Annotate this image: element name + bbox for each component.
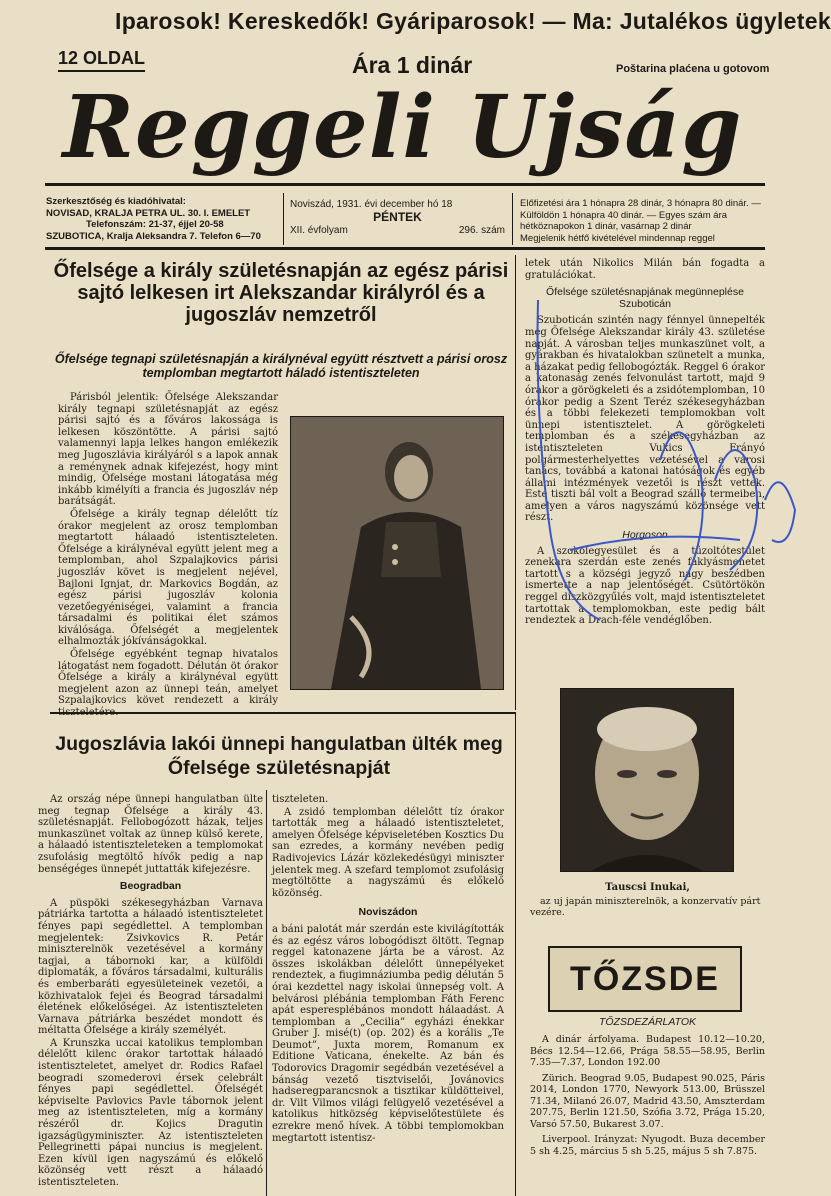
weekday: PÉNTEK [373,210,422,224]
article2-column-2 [272,794,504,1196]
page-count: 12 OLDAL [58,48,145,72]
article1-subheadline: Őfelsége tegnapi születésnapján a királynéval együtt résztvett a párisi orosz templomban megtartott háladó istentiszteleten [54,352,508,380]
king-portrait-icon [291,417,503,689]
masthead-rule [45,183,765,186]
photo-caption-name: Tauscsi Inukai, [605,882,690,893]
publication-note: Megjelenik hétfő kivételével mindennap reggel [520,232,715,244]
article1-paragraph: Párisból jelentik: Őfelsége Alekszandar király tegnapi születésnapját az egész párisi sajtó és a főváros lakossága is lelkesen köszöntötte. A párisi sajtó valamennyi lapja lelkes hangon emlékezik meg Jugoszlávia királyáról s a lapok annak a reménynek adnak kifejezést, hogy mint mindig, Őfelsége mostani látogatása még inkább kimélyíti a francia és jugoszláv nép barátságát. [58,392,278,508]
article2-headline: Jugoszlávia lakói ünnepi hangulatban ülték meg Őfelsége születésnapját [55,733,503,779]
article1-headline: Őfelsége a király születésnapján az egész párisi sajtó lelkesen irt Alekszandar királyról és a jugoszláv nemzetről [53,260,509,326]
date: Noviszád, 1931. évi december hó 18 [290,199,453,210]
right-column-paragraph: A szokolegyesület és a tűzoltótestület zenekara szerdán este zenés fáklyásmenetet tartott s a községi jegyző nagy beszédben ismertette a nap jelentőségét. Csütörtökön reggel diszközgyűlés volt, majd istentiszteletet tartottak a templomokban, este pedig bált rendeztek a Drach-féle vendéglőben. [525,545,765,627]
photo-caption: az uj japán miniszterelnök, a konzervatív párt vezére. [530,896,761,918]
masthead: Reggeli Ujság [62,77,743,178]
article2-paragraph: A püspöki székesegyházban Varnava pátriárka tartotta a hálaadó istentiszteletet fényes papi segédlettel. A templomban megjelentek: Zsivkovics R. Petár miniszterelnök vezetésével a kormány tagjai, a tábornoki kar, a külföldi diplomaták, a főváros társadalmi, kulturális és emberbaráti egyesületeinek vezetői, a közhivatalok fejei és Beograd társadalmi életének előkelőségei. Az istentiszteleten Varnava pátriárka beszédet mondott és méltatta Őfelsége a király személyét. [38,897,263,1037]
right-column-paragraph: Szuboticán szintén nagy fénnyel ünnepelték meg Őfelsége Alekszandar király 43. születése napját. A városban teljes munkaszünet volt, a gyárakban és hivatalokban szünetelt a munka, a házakat pedig fellobogózták. Reggel 6 órakor a katonaság zenés felvonulást tartott, majd 9 órakor a görögkeleti és a zsidótemplomban, 10 órakor pedig a Szent Teréz székesegyházban és a többi felekezeti templomokban volt ünnepi istentisztelet. A görögkeleti templomban és a székesegyházban az istentiszteleten Vukics Frányó polgármesterhelyettes vezetésével a városi tanács, továbbá a katonai hatóságok és egyéb állami intézmények vezetői is részt vettek. Este tiszti bál volt a Beograd szálló termeiben, amelyen a város nagyszámú közönsége vett részt. [525,315,765,524]
inukai-photo [560,688,734,872]
king-photo [290,416,504,690]
bourse-logo [548,946,742,1012]
bourse-paragraph: Liverpool. Irányzat: Nyugodt. Buza december 5 sh 4.25, március 5 sh 5.25, május 5 sh 7.875. [530,1134,765,1157]
price: Ára 1 dinár [352,52,473,78]
right-column-subhead-2: Horgoson [622,529,668,542]
article2-subhead-noviszad: Noviszádon [358,906,418,919]
article2-paragraph: tiszteleten. [272,794,329,805]
bourse-body [530,1034,765,1196]
article2-rule [50,712,515,714]
divider [512,193,513,245]
subscription-prices: Előfizetési ára 1 hónapra 28 dinár, 3 hónapra 80 dinár. — Külföldön 1 hónapra 40 dinár. — Egyes szám ára hétköznapokon 1 dinár, vasárnap 2 dinár [520,198,761,232]
divider [283,193,284,245]
bourse-paragraph: Zürich. Beograd 9.05, Budapest 90.025, Páris 2014, London 1770, Newyork 513.00, Brüsszel 71.34, Milanó 26.07, Madrid 43.50, Amszterdam 207.75, Berlin 121.50, Szófia 3.72, Prága 15.20, Varsó 57.50, Bukarest 3.07. [530,1072,765,1130]
article1-paragraph: Őfelsége a király tegnap délelőtt tíz órakor megjelent az orosz templomban megtartott hálaadó istentiszteleten. Őfelsége a királynéval együtt jelent meg a templomban, ahol Szpalajkovics párisi jugoszláv követ is megjelent nejével, Bajloni Ignjat, dr. Markovics Bogdán, az egész párisi jugoszláv kolonia vezetőegyéniségei, valamint a francia társadalmi és politikai élet számos kiválósága. Őfelségét a megjelentek elhalmozták jókívánságokkal. [58,508,278,648]
editorial-info [46,196,286,242]
article1-paragraph: Őfelsége egyébként tegnap hivatalos látogatást nem fogadott. Délután öt órakor Őfelsége a király a királynéval együtt megjelent azon az ünnepi teán, amelyet Szpalajkovics követ rendezett a király [58,649,278,707]
date-block [290,198,505,237]
subotica-address: SZUBOTICA, Kralja Aleksandra 7. Telefon 6—70 [46,230,261,242]
article2-column-1 [38,794,263,1196]
inukai-portrait-icon [561,689,733,871]
bourse-paragraph: A dinár árfolyama. Budapest 10.12—10.20, Bécs 12.54—12.66, Prága 58.55—58.95, Berlin 7.35—7.37, London 192.00 [530,1034,765,1068]
article2-subhead-beograd: Beogradban [119,880,182,893]
right-column-paragraph: letek után Nikolics Milán bán fogadta a gratulációkat. [525,258,765,281]
bourse-logo-text: TŐZSDE [570,959,720,998]
bourse-title: TŐZSDEZÁRLATOK [598,1016,697,1028]
column-divider [266,790,267,1196]
editorial-address: NOVISAD, KRALJA PETRA UL. 30. I. EMELET [46,207,251,219]
article2-paragraph: Az ország népe ünnepi hangulatban ülte meg tegnap Őfelsége a király 43. születésnapját. Fellobogózott házak, teljes munkaszünet voltak az ünnep külső kerete, a hálaadó istentiszteleteken a templomokat zsufolásig megtöltő hívők pedig a nap benségéges ünnepét juttatták kifejezésre. [38,794,263,875]
postage-note: Poštarina plaćena u gotovom [616,63,770,75]
volume: XII. évfolyam [290,225,348,236]
article2-paragraph: A Krunszka uccai katolikus templomban délelőtt kilenc órakor tartottak hálaadó istentiszteletet, amelyet dr. Rodics Rafael beogradi szomederovi érsek celebrált fényes papi segédlettel. Őfelségét képviselte Pavlovics Pavle tábornok jelent meg az istentiszteleten, míg a kormány részéről dr. Kojics Dragutin igazságügyminiszter. Az istentiszteleten Pellegrinetti pápai nuncius is megjelent. Ezen kívül igen nagyszámú és előkelő közönség vett részt a hálaadó istentiszteleten. [38,1037,263,1188]
right-column-subhead: Őfelsége születésnapjának megünneplése Szuboticán [546,286,744,310]
subscription-block [520,198,765,244]
top-banner: Iparosok! Kereskedők! Gyáriparosok! — Ma: Jutalékos ügyletek [115,8,831,34]
article1-body [58,392,278,707]
article2-paragraph: a báni palotát már szerdán este kivilágították és az egész város lobogódiszt öltött. Tegnap reggel katonazene járta be a várost. Az összes iskolákban délelőtt ünnepélyeket rendeztek, a fiugimnáziumba pedig délután 5 órai kezdettel nagy iskolai ünnepség volt. A belvárosi plébánia templomban Fáth Ferenc apát esperesplébános mondott hálaadást. A templomban a „Cecilia” egyházi énekkar Gruber J. misé(t) (op. 202) és a korális „Te Deumot”, Juxta morem, Romanum ex Editione Vaticana, énekelte. Az bán és Todorovics Dragomir segédbán vezetésével a bánság vezető tisztviselői, Jovánovics hadseregparancsnok a tisztikar küldötteivel, dr. Vilt Vilmos világi felügyelő vezetésével a katolikus hitközség képviselőtestülete és ezrekre menő hívek. A többi templomokban megtartott istentisz- [272,923,504,1144]
column-divider [515,712,516,1196]
handwritten-pen-marks-icon [510,300,800,630]
editorial-phone: Telefonszám: 21-37, éjjel 20-58 [86,219,224,230]
info-rule [45,247,765,250]
issue-number: 296. szám [458,225,505,236]
editorial-title: Szerkesztőség és kiadóhivatal: [46,196,186,207]
article2-paragraph: A zsidó templomban délelőtt tíz órakor tartották meg a hálaadó istentiszteletet, amelyen Őfelsége képviseletében Kosztics Du san ezredes, a kormány nevében pedig Radivojevics Lázár közlekedésügyi miniszter jelentek meg. A szefard templomot zsufolásig megtöltötte a nagyszámú és előkelő közönség. [272,806,504,899]
